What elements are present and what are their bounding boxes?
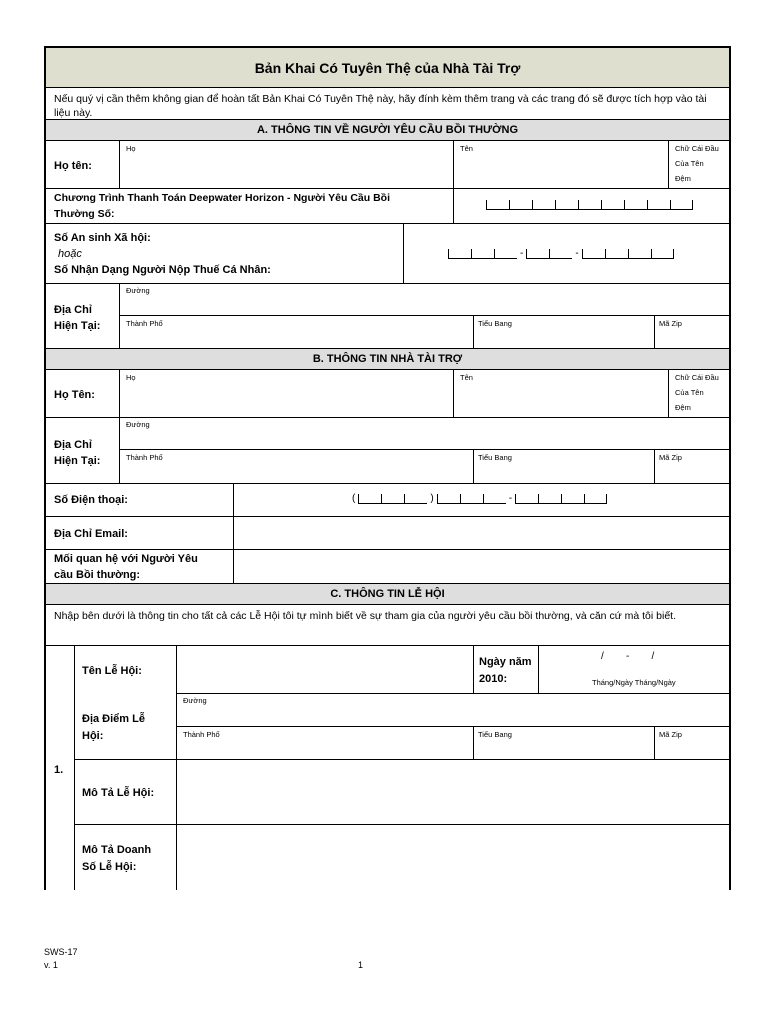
festival-street-field[interactable] xyxy=(177,694,731,726)
phone-label: Số Điện thoại: xyxy=(54,494,128,506)
claimant-zip-field[interactable] xyxy=(655,316,731,349)
relationship-field[interactable] xyxy=(234,550,729,584)
caption-zip: Mã Zip xyxy=(659,453,682,462)
festival-city-field[interactable] xyxy=(177,727,473,759)
festival-description-label: Mô Tả Lễ Hội: xyxy=(82,787,155,799)
section-c-heading: C. THÔNG TIN LỄ HỘI xyxy=(46,584,729,605)
sponsor-middle-initial-field[interactable] xyxy=(669,370,731,417)
claimant-middle-initial-field[interactable] xyxy=(669,141,731,188)
claimant-city-field[interactable] xyxy=(120,316,473,349)
section-b-heading: B. THÔNG TIN NHÀ TÀI TRỢ xyxy=(46,349,729,370)
claimant-first-name-field[interactable] xyxy=(454,141,668,188)
festival-revenue-field[interactable] xyxy=(177,825,731,890)
claimant-address-label: Địa Chỉ xyxy=(54,304,92,316)
claimant-state-field[interactable] xyxy=(474,316,654,349)
festival-location-label-2: Hội: xyxy=(82,730,104,742)
sponsor-name-label: Họ Tên: xyxy=(54,389,95,401)
caption-zip: Mã Zip xyxy=(659,730,682,739)
claimant-name-label: Họ tên: xyxy=(54,160,92,172)
date-caption: Tháng/Ngày Tháng/Ngày xyxy=(592,678,676,687)
phone-close-paren: ) xyxy=(430,493,434,504)
caption-middle-initial: Chữ Cái Đầu xyxy=(675,144,719,153)
email-row xyxy=(46,517,729,550)
date-separators: / - / xyxy=(601,651,655,662)
form-intro: Nếu quý vị cần thêm không gian để hoàn tất Bản Khai Có Tuyên Thệ này, hãy đính kèm thêm trang và các trang đó sẽ được tích hợp vào tài liệu này. xyxy=(46,88,729,120)
form-code: SWS-17 xyxy=(44,947,78,957)
phone-dash: - xyxy=(508,493,513,504)
claimant-name-row xyxy=(46,141,729,189)
section-a-heading: A. THÔNG TIN VỀ NGƯỜI YÊU CẦU BỒI THƯỜNG xyxy=(46,120,729,141)
caption-street: Đường xyxy=(126,286,150,295)
claimant-street-field[interactable] xyxy=(120,284,731,315)
caption-middle-initial-2: Của Tên xyxy=(675,388,704,397)
phone-open-paren: ( xyxy=(352,493,356,504)
caption-city: Thành Phố xyxy=(126,319,163,328)
festival-revenue-label-2: Số Lễ Hội: xyxy=(82,861,137,873)
caption-first-name: Tên xyxy=(460,373,473,382)
sponsor-city-field[interactable] xyxy=(120,450,473,484)
caption-zip: Mã Zip xyxy=(659,319,682,328)
sponsor-street-field[interactable] xyxy=(120,418,731,449)
claimant-address-row xyxy=(46,284,729,349)
claim-number-label-2: Thường Số: xyxy=(54,208,115,220)
relationship-label: Mối quan hệ với Người Yêu xyxy=(54,553,198,565)
sponsor-last-name-field[interactable] xyxy=(120,370,453,417)
caption-middle-initial-3: Đệm xyxy=(675,403,691,412)
sponsor-address-label: Địa Chỉ xyxy=(54,439,92,451)
ssn-label: Số An sinh Xã hội: xyxy=(54,232,151,244)
affidavit-form xyxy=(44,46,731,890)
festival-location-label: Địa Điểm Lễ xyxy=(82,713,145,725)
phone-field[interactable] xyxy=(349,492,607,504)
caption-middle-initial-2: Của Tên xyxy=(675,159,704,168)
relationship-row xyxy=(46,550,729,584)
caption-street: Đường xyxy=(126,420,150,429)
festival-date-label-2: 2010: xyxy=(479,673,508,685)
form-title: Bản Khai Có Tuyên Thệ của Nhà Tài Trợ xyxy=(46,48,729,88)
festival-zip-field[interactable] xyxy=(655,727,731,759)
caption-state: Tiểu Bang xyxy=(478,730,512,739)
ssn-row xyxy=(46,224,729,284)
festival-name-field[interactable] xyxy=(177,646,473,693)
festival-date-label: Ngày năm xyxy=(479,656,532,668)
festival-date-field[interactable] xyxy=(539,646,731,693)
caption-state: Tiểu Bang xyxy=(478,453,512,462)
caption-last-name: Họ xyxy=(126,373,136,382)
caption-city: Thành Phố xyxy=(183,730,220,739)
caption-street: Đường xyxy=(183,696,207,705)
caption-middle-initial-3: Đệm xyxy=(675,174,691,183)
festival-state-field[interactable] xyxy=(474,727,654,759)
caption-city: Thành Phố xyxy=(126,453,163,462)
form-version: v. 1 xyxy=(44,960,58,970)
caption-state: Tiểu Bang xyxy=(478,319,512,328)
claim-number-row xyxy=(46,189,729,224)
festival-entry-1 xyxy=(46,646,729,890)
sponsor-zip-field[interactable] xyxy=(655,450,731,484)
festival-name-label: Tên Lễ Hội: xyxy=(82,665,142,677)
festival-description-field[interactable] xyxy=(177,760,731,824)
email-field[interactable] xyxy=(234,517,729,550)
email-label: Địa Chỉ Email: xyxy=(54,528,128,540)
sponsor-name-row xyxy=(46,370,729,418)
relationship-label-2: cầu Bồi thường: xyxy=(54,569,141,581)
sponsor-address-label-2: Hiện Tại: xyxy=(54,455,101,467)
section-c-instructions: Nhập bên dưới là thông tin cho tất cả các Lễ Hội tôi tự mình biết về sự tham gia của người yêu cầu bồi thường, và căn cứ mà tôi biết. xyxy=(46,605,729,646)
phone-row xyxy=(46,484,729,517)
festival-revenue-label: Mô Tả Doanh xyxy=(82,844,152,856)
or-label: hoặc xyxy=(58,248,82,260)
ssn-field[interactable]: - - xyxy=(448,247,674,259)
claimant-last-name-field[interactable] xyxy=(120,141,453,188)
sponsor-first-name-field[interactable] xyxy=(454,370,668,417)
caption-first-name: Tên xyxy=(460,144,473,153)
tin-label: Số Nhận Dạng Người Nộp Thuế Cá Nhân: xyxy=(54,264,271,276)
sponsor-address-row xyxy=(46,418,729,484)
caption-middle-initial: Chữ Cái Đầu xyxy=(675,373,719,382)
claimant-address-label-2: Hiện Tại: xyxy=(54,320,101,332)
page-number: 1 xyxy=(358,960,364,970)
sponsor-state-field[interactable] xyxy=(474,450,654,484)
claim-number-label: Chương Trình Thanh Toán Deepwater Horizon - Người Yêu Cầu Bồi xyxy=(54,192,391,204)
claim-number-field[interactable] xyxy=(486,198,693,210)
caption-last-name: Họ xyxy=(126,144,136,153)
festival-item-number: 1. xyxy=(54,764,64,776)
